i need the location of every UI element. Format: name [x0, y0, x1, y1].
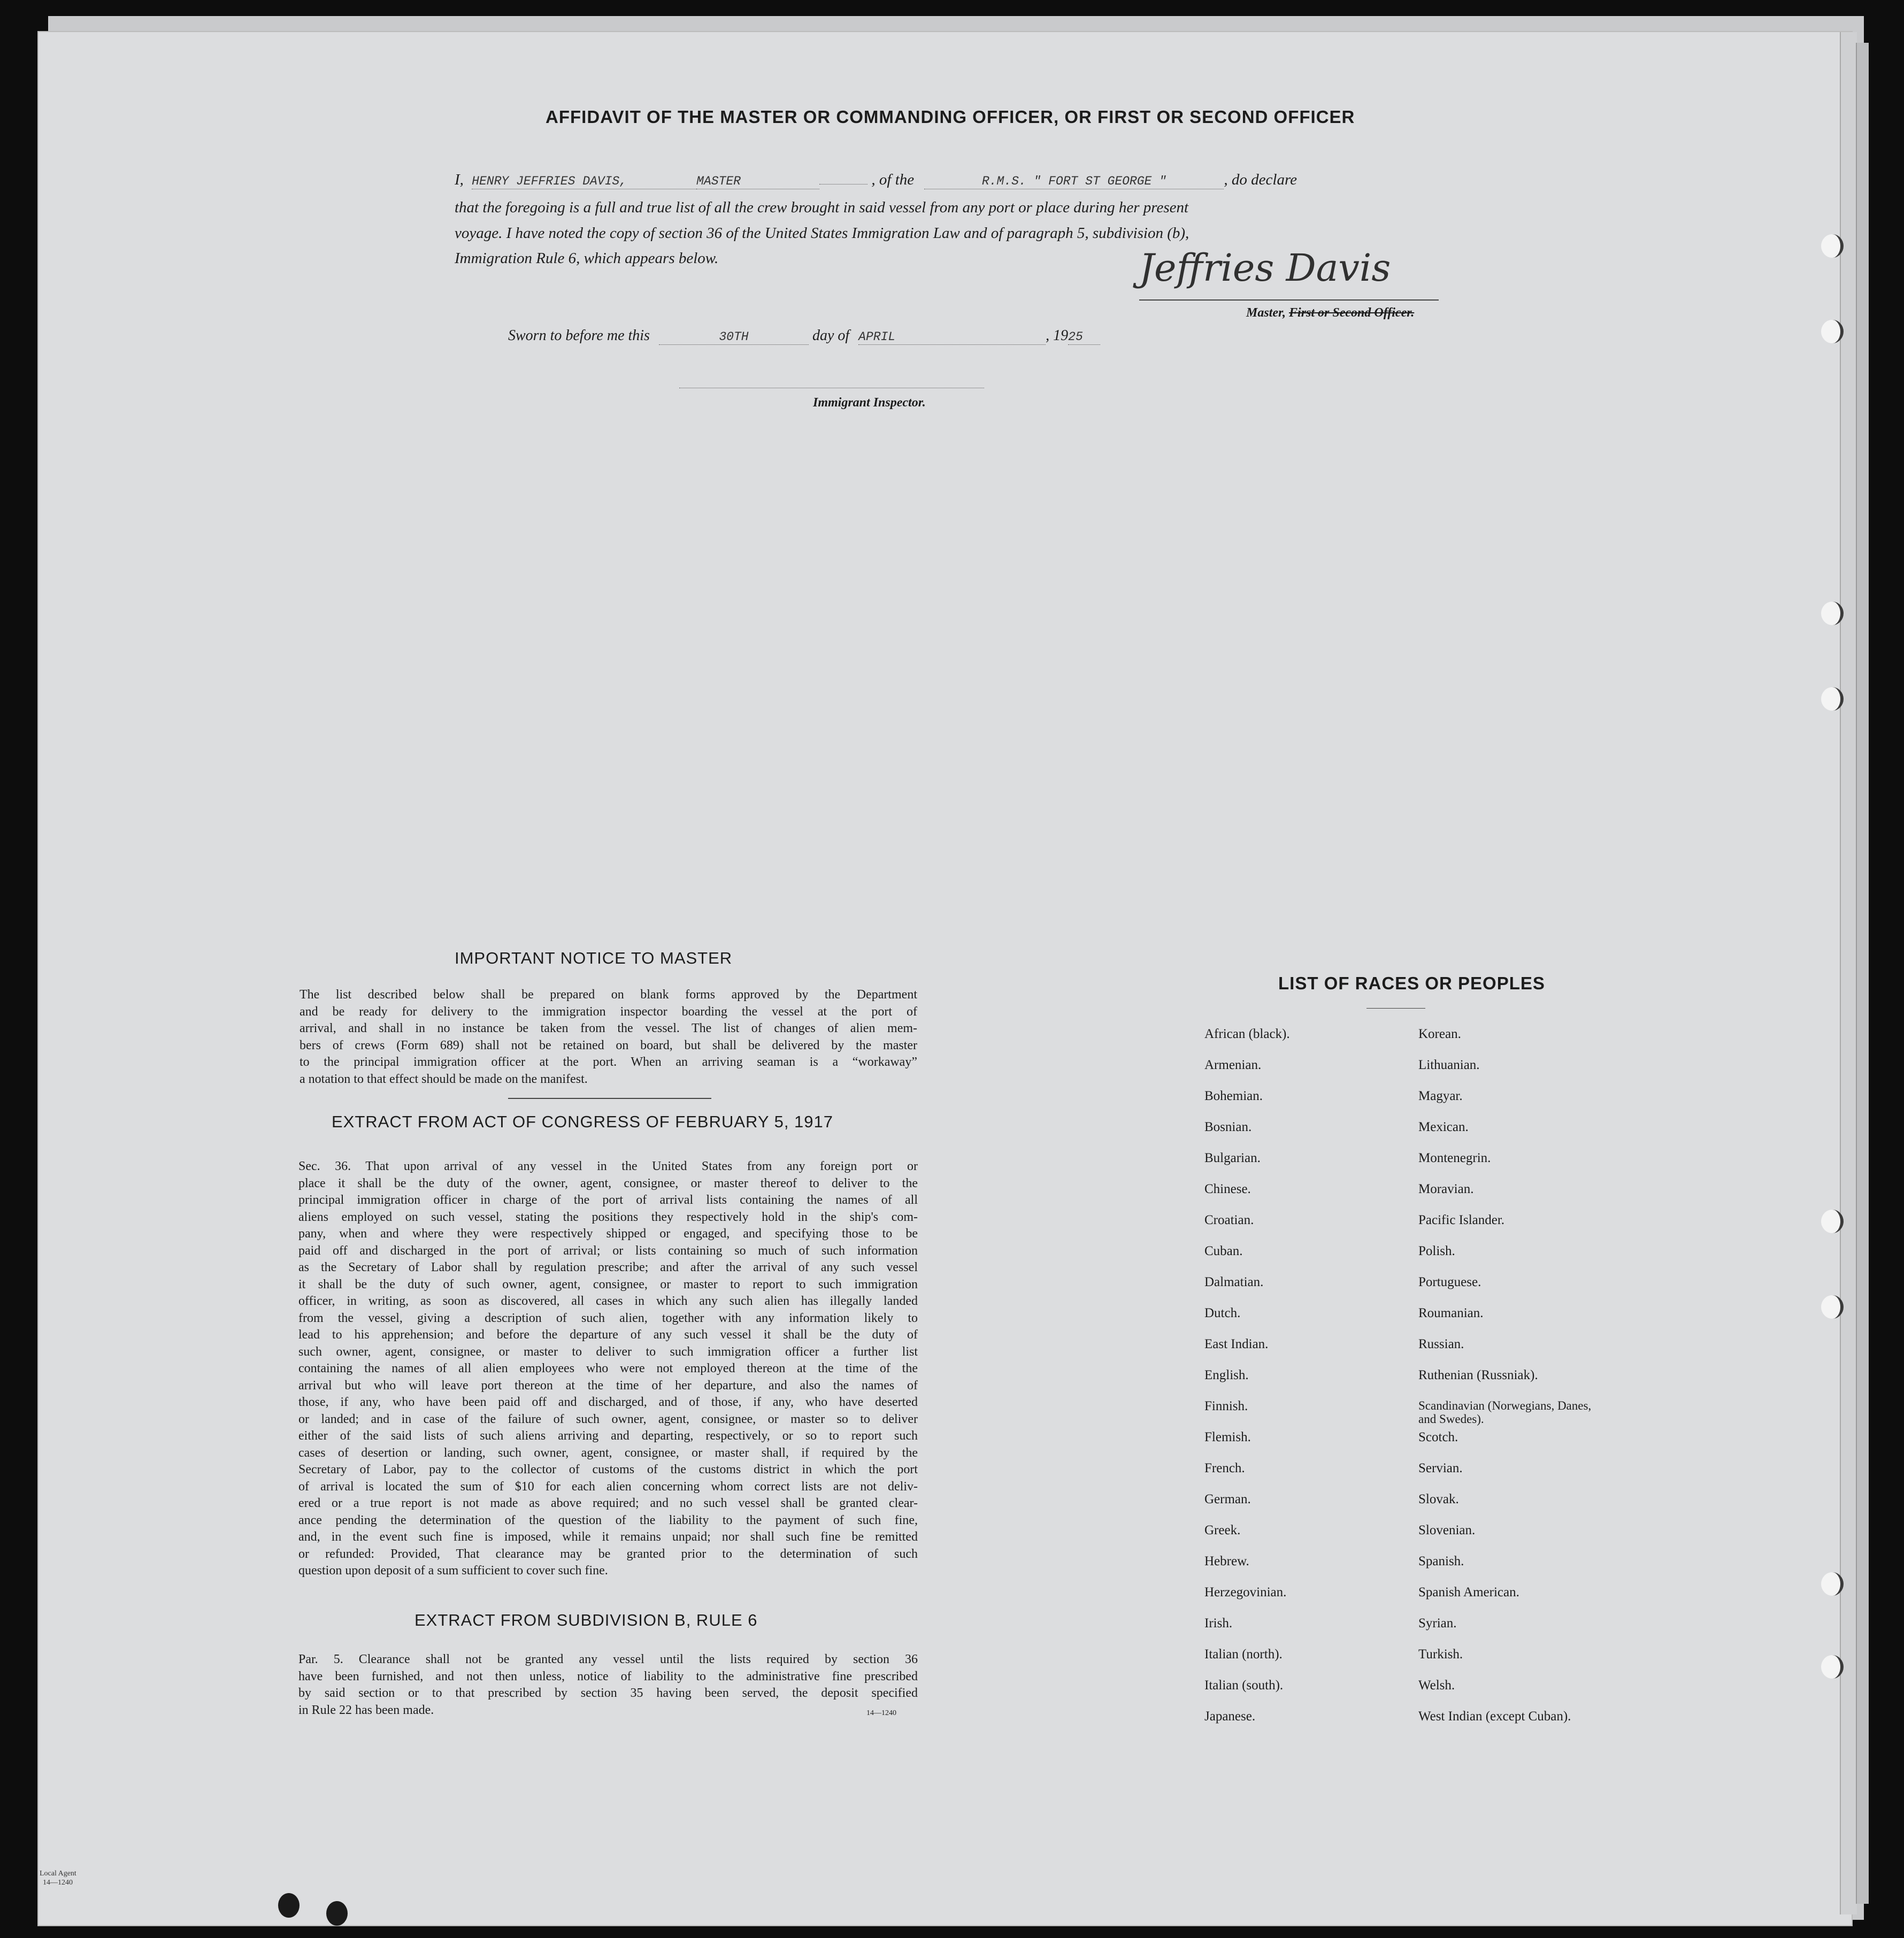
extract-act-body — [298, 1158, 918, 1580]
affidavit-line-2: that the foregoing is a full and true list of all the crew brought in said vessel from any port or place during her present — [455, 199, 1189, 216]
text-line: it shall be the duty of such owner, agent, consignee, or master to report to such immigration — [298, 1277, 918, 1291]
do-declare-text: , do declare — [1224, 171, 1298, 188]
text-line: ered or a true report is not made as above required; and no such vessel shall be granted clear- — [298, 1496, 918, 1510]
race-item: Lithuanian. — [1418, 1058, 1480, 1072]
text-line: lead to his apprehension; and before the departure of any such vessel it shall be the duty of — [298, 1328, 918, 1342]
race-item: German. — [1204, 1492, 1251, 1506]
race-item: Croatian. — [1204, 1213, 1254, 1227]
day-of-text: day of — [812, 327, 850, 344]
local-agent-label: Local Agent — [40, 1870, 76, 1878]
sworn-prefix: Sworn to before me this — [508, 327, 650, 344]
race-item: Hebrew. — [1204, 1554, 1249, 1568]
race-item: Italian (south). — [1204, 1678, 1284, 1693]
text-line: such owner, agent, consignee, or master to deliver to such immigration officer a further list — [298, 1344, 918, 1359]
text-line: by said section or to that prescribed by section 35 having been served, the deposit specified — [298, 1686, 918, 1700]
race-item: Herzegovinian. — [1204, 1585, 1287, 1599]
signature-line — [1139, 299, 1439, 301]
text-line: officer, in writing, as soon as discovered, all cases in which any such alien has illegally landed — [298, 1294, 918, 1308]
punch-hole — [278, 1893, 300, 1918]
race-item: Finnish. — [1204, 1399, 1248, 1413]
text-line: question upon deposit of a sum sufficient to cover such fine. — [298, 1564, 608, 1578]
race-item: Scandinavian (Norwegians, Danes, and Swedes). — [1418, 1399, 1592, 1426]
punch-hole — [1821, 1210, 1844, 1233]
text-line: a notation to that effect should be made on the manifest. — [300, 1072, 588, 1086]
punch-hole — [1821, 687, 1844, 711]
punch-hole — [1821, 1572, 1844, 1596]
race-item: Syrian. — [1418, 1616, 1457, 1631]
race-item: Dalmatian. — [1204, 1275, 1264, 1289]
race-item: East Indian. — [1204, 1337, 1269, 1351]
text-line: have been furnished, and not then unless, notice of liability to the administrative fine prescribed — [298, 1669, 918, 1683]
of-the-text: , of the — [871, 171, 915, 188]
form-page — [37, 31, 1853, 1926]
text-line: Secretary of Labor, pay to the collector of customs of the customs district in which the port — [298, 1463, 918, 1476]
sworn-line: Sworn to before me this 30TH day of APRIL , 1925 — [508, 327, 1100, 345]
race-item: Greek. — [1204, 1523, 1241, 1537]
master-signature: Jeffries Davis — [1139, 246, 1391, 290]
race-item: Slovak. — [1418, 1492, 1459, 1506]
bottom-form-code: 14—1240 — [43, 1879, 73, 1887]
master-rank: MASTER — [696, 174, 741, 188]
races-title: LIST OF RACES OR PEOPLES — [1278, 973, 1545, 993]
form-number: 14—1240 — [866, 1709, 896, 1717]
race-item: Dutch. — [1204, 1306, 1241, 1320]
race-item: Russian. — [1418, 1337, 1464, 1351]
text-line: to the principal immigration officer at the port. When an arriving seaman is a “workaway” — [300, 1055, 917, 1069]
text-line: arrival, and shall in no instance be taken from the vessel. The list of changes of alien mem- — [300, 1021, 917, 1035]
text-line: or refunded: Provided, That clearance may be granted prior to the determination of such — [298, 1547, 918, 1561]
race-item: Slovenian. — [1418, 1523, 1476, 1537]
text-line: containing the names of all alien employees who were not employed thereon at the time of the — [298, 1362, 918, 1375]
race-item: English. — [1204, 1368, 1249, 1382]
race-item: African (black). — [1204, 1027, 1290, 1041]
race-item: Montenegrin. — [1418, 1151, 1491, 1165]
page-edge — [1840, 32, 1857, 1914]
race-item: Irish. — [1204, 1616, 1233, 1631]
race-item: Italian (north). — [1204, 1647, 1283, 1662]
race-item: Portuguese. — [1418, 1275, 1481, 1289]
sworn-day: 30TH — [719, 330, 749, 344]
race-item: West Indian (except Cuban). — [1418, 1709, 1571, 1724]
race-item: Moravian. — [1418, 1182, 1474, 1196]
text-line: cases of desertion or landing, such owner, agent, consignee, or master shall, if required by the — [298, 1445, 918, 1460]
inspector-caption: Immigrant Inspector. — [813, 396, 926, 410]
text-line: in Rule 22 has been made. — [298, 1703, 434, 1717]
signature-caption: Master, First or Second Officer. — [1246, 306, 1415, 320]
text-line: bers of crews (Form 689) shall not be retained on board, but shall be delivered by the master — [300, 1038, 917, 1052]
race-item: French. — [1204, 1461, 1245, 1475]
race-item: Flemish. — [1204, 1430, 1251, 1444]
divider — [1366, 1008, 1425, 1009]
race-item: Magyar. — [1418, 1089, 1463, 1103]
extract-rule-body — [298, 1651, 918, 1719]
page-edge — [1856, 43, 1869, 1904]
text-line: and be ready for delivery to the immigration inspector boarding the vessel at the port of — [300, 1004, 917, 1019]
i-prefix: I, — [455, 171, 464, 188]
text-line: ance pending the determination of the question of the liability to the payment of such fine, — [298, 1513, 918, 1527]
struck-officer-text: First or Second Officer. — [1289, 306, 1415, 320]
punch-hole — [326, 1901, 348, 1926]
text-line: The list described below shall be prepared on blank forms approved by the Department — [300, 988, 917, 1002]
text-line: those, if any, who have been paid off and discharged, and of those, if any, who have deserted — [298, 1395, 918, 1409]
sworn-month: APRIL — [858, 330, 896, 344]
race-item: Japanese. — [1204, 1709, 1256, 1724]
text-line: or landed; and in case of the failure of such owner, agent, consignee, or master so to deliver — [298, 1412, 918, 1426]
race-item: Bulgarian. — [1204, 1151, 1261, 1165]
notice-title: IMPORTANT NOTICE TO MASTER — [455, 949, 733, 967]
race-item: Ruthenian (Russniak). — [1418, 1368, 1538, 1382]
affidavit-line-1 — [455, 171, 1481, 189]
punch-hole — [1821, 1655, 1844, 1679]
notice-body — [300, 987, 917, 1088]
extract-rule-title: EXTRACT FROM SUBDIVISION B, RULE 6 — [414, 1611, 758, 1629]
punch-hole — [1821, 234, 1844, 258]
text-line: Sec. 36. That upon arrival of any vessel in the United States from any foreign port or — [298, 1159, 918, 1173]
race-item: Scotch. — [1418, 1430, 1458, 1444]
punch-hole — [1821, 602, 1844, 625]
affidavit-line-3: voyage. I have noted the copy of section 36 of the United States Immigration Law and of paragraph 5, subdivision (b), — [455, 225, 1189, 242]
master-name: HENRY JEFFRIES DAVIS, — [472, 174, 627, 188]
text-line: pany, when and where they were respectively shipped or engaged, and specifying those to be — [298, 1227, 918, 1241]
race-item: Polish. — [1418, 1244, 1455, 1258]
text-line: aliens employed on such vessel, stating the positions they respectively hold in the ship's com- — [298, 1210, 918, 1224]
text-line: Par. 5. Clearance shall not be granted any vessel until the lists required by section 36 — [298, 1652, 918, 1666]
race-item: Bohemian. — [1204, 1089, 1263, 1103]
race-item: Roumanian. — [1418, 1306, 1484, 1320]
divider — [508, 1098, 711, 1099]
race-item: Servian. — [1418, 1461, 1463, 1475]
race-item: Armenian. — [1204, 1058, 1262, 1072]
text-line: arrival but who will leave port thereon at the time of her departure, and also the names of — [298, 1378, 918, 1393]
text-line: as the Secretary of Labor shall by regulation prescribe; and after the arrival of any such vessel — [298, 1260, 918, 1274]
race-item: Cuban. — [1204, 1244, 1243, 1258]
vessel-name: R.M.S. " FORT ST GEORGE " — [981, 174, 1166, 188]
punch-hole — [1821, 1295, 1844, 1319]
text-line: of arrival is located the sum of $10 for each alien concerning whom correct lists are not deliv- — [298, 1479, 918, 1494]
race-item: Spanish. — [1418, 1554, 1464, 1568]
text-line: principal immigration officer in charge of the port of arrival lists containing the names of all — [298, 1193, 918, 1207]
race-item: Turkish. — [1418, 1647, 1463, 1662]
race-item: Bosnian. — [1204, 1120, 1252, 1134]
punch-hole — [1821, 320, 1844, 343]
sworn-year: 25 — [1068, 330, 1083, 344]
race-item: Welsh. — [1418, 1678, 1455, 1693]
text-line: and, in the event such fine is imposed, while it remains unpaid; nor shall such fine be remitted — [298, 1530, 918, 1544]
race-item: Spanish American. — [1418, 1585, 1519, 1599]
affidavit-line-4: Immigration Rule 6, which appears below. — [455, 250, 719, 267]
affidavit-title: AFFIDAVIT OF THE MASTER OR COMMANDING OFFICER, OR FIRST OR SECOND OFFICER — [546, 107, 1355, 127]
race-item: Korean. — [1418, 1027, 1461, 1041]
race-item: Pacific Islander. — [1418, 1213, 1505, 1227]
text-line: from the vessel, giving a description of such alien, together with any information likely to — [298, 1311, 918, 1325]
text-line: paid off and discharged in the port of arrival; or lists containing so much of such information — [298, 1243, 918, 1258]
extract-act-title: EXTRACT FROM ACT OF CONGRESS OF FEBRUARY 5, 1917 — [332, 1112, 834, 1131]
text-line: place it shall be the duty of the owner, agent, consignee, or master thereof to deliver to the — [298, 1176, 918, 1190]
text-line: either of the said lists of such aliens arriving and departing, respectively, or so to report such — [298, 1429, 918, 1443]
race-item: Chinese. — [1204, 1182, 1251, 1196]
race-item: Mexican. — [1418, 1120, 1469, 1134]
